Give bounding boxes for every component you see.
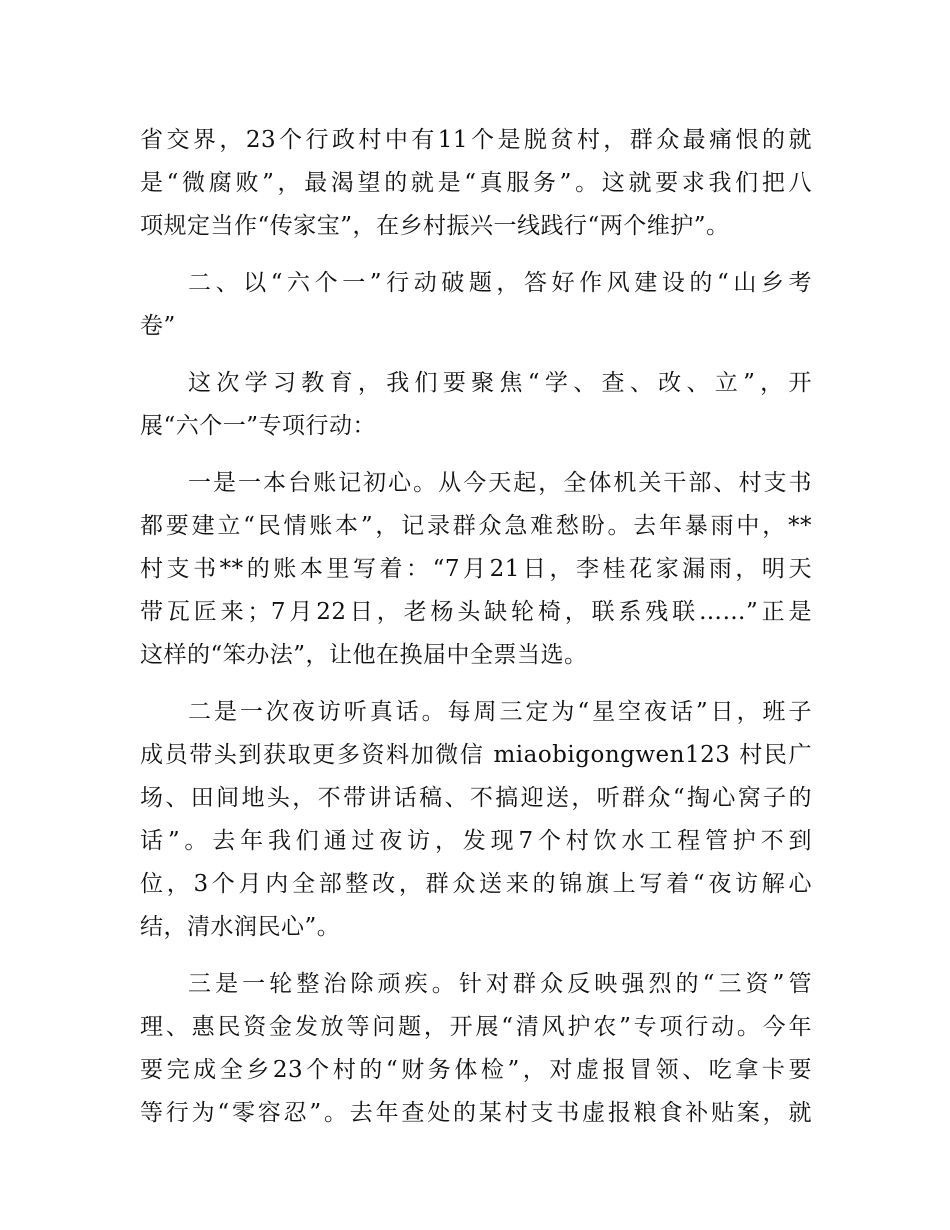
text-line: 结，清水润民心”。 <box>140 914 341 940</box>
text-line: 一是一本台账记初心。从今天起，全体机关干部、村支书 <box>188 470 812 496</box>
text-line: 省交界，23个行政村中有11个是脱贫村，群众最痛恨的就 <box>140 127 812 153</box>
paragraph-6 <box>140 963 812 1135</box>
text-line: 成员带头到获取更多资料加微信 miaobigongwen123 村民广 <box>140 742 812 768</box>
text-line: 这样的“笨办法”，让他在换届中全票当选。 <box>140 642 588 668</box>
paragraph-5 <box>140 691 812 949</box>
text-line: 卷” <box>140 313 176 339</box>
paragraph-4 <box>140 462 812 677</box>
section-heading-2 <box>140 262 812 348</box>
text-line: 这次学习教育，我们要聚焦“学、查、改、立”，开 <box>188 370 812 396</box>
text-line: 是“微腐败”，最渴望的就是“真服务”。这就要求我们把八 <box>140 170 812 196</box>
text-line: 项规定当作“传家宝”，在乡村振兴一线践行“两个维护”。 <box>140 213 730 239</box>
text-line: 三是一轮整治除顽疾。针对群众反映强烈的“三资”管 <box>188 971 812 997</box>
text-line: 带瓦匠来；7月22日，老杨头缺轮椅，联系残联……”正是 <box>140 599 812 625</box>
text-line: 等行为“零容忍”。去年查处的某村支书虚报粮食补贴案，就 <box>140 1100 812 1126</box>
text-line: 二是一次夜访听真话。每周三定为“星空夜话”日，班子 <box>188 699 812 725</box>
text-line: 位，3个月内全部整改，群众送来的锦旗上写着“夜访解心 <box>140 871 812 897</box>
text-line: 展“六个一”专项行动： <box>140 413 377 439</box>
text-line: 村支书**的账本里写着：“7月21日，李桂花家漏雨，明天 <box>140 556 812 582</box>
document-page <box>140 119 812 1135</box>
paragraph-3 <box>140 362 812 448</box>
text-line: 都要建立“民情账本”，记录群众急难愁盼。去年暴雨中，** <box>140 513 812 539</box>
text-line: 要完成全乡23个村的“财务体检”，对虚报冒领、吃拿卡要 <box>140 1057 812 1083</box>
paragraph-1 <box>140 119 812 248</box>
text-line: 理、惠民资金发放等问题，开展“清风护农”专项行动。今年 <box>140 1014 812 1040</box>
text-line: 场、田间地头，不带讲话稿、不搞迎送，听群众“掏心窝子的 <box>140 785 812 811</box>
text-line: 话”。去年我们通过夜访，发现7个村饮水工程管护不到 <box>140 828 812 854</box>
text-line: 二、以“六个一”行动破题，答好作风建设的“山乡考 <box>188 270 812 296</box>
